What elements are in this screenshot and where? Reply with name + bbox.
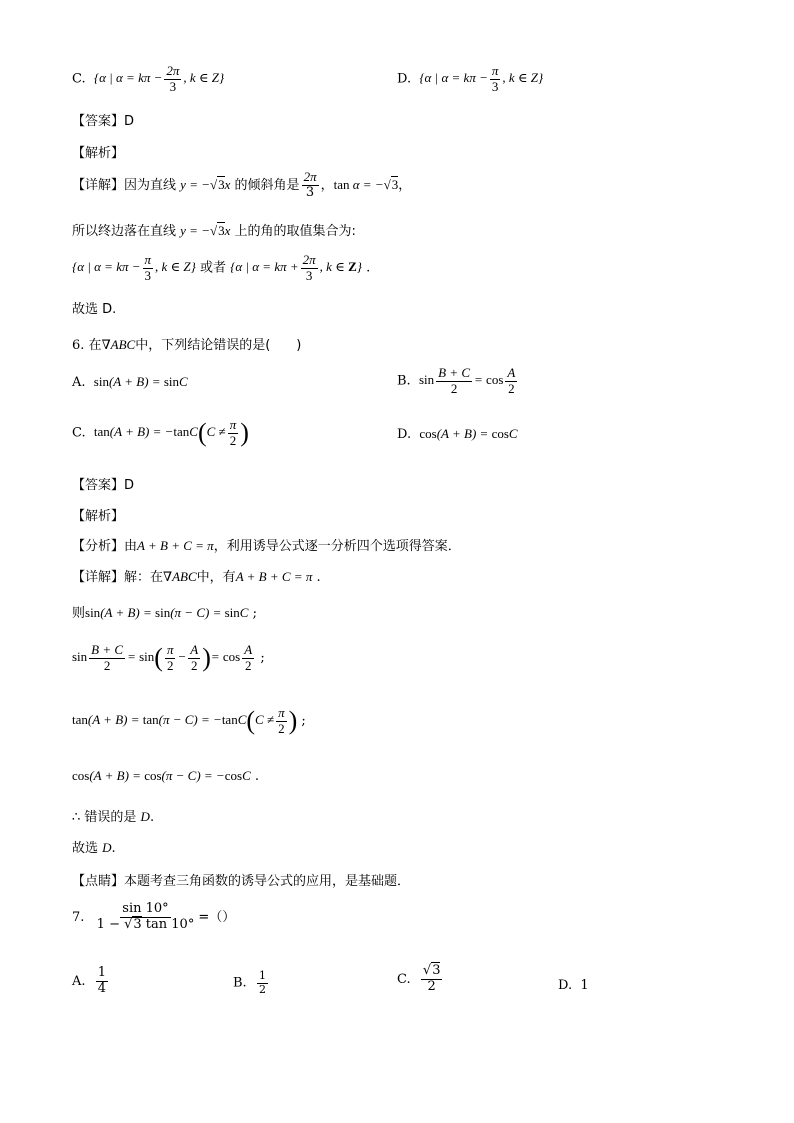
q7-option-b: B. $\frac{1}{2}$ xyxy=(233,969,266,996)
q5-detail: 【详解】因为直线 y = −√3x 的倾斜角是 $\frac{2\pi}{3}$ ，tan α = −√3， xyxy=(72,169,412,200)
q6-step-tan: tan(A + B) = tan(π − C) = −tanC(C ≠ $\frac{\pi}{2}$ ) ; xyxy=(72,705,306,736)
q6-dianjing: 【点睛】本题考查三角函数的诱导公式的应用，是基础题． xyxy=(72,874,411,889)
q5-option-c: C. {α | α = kπ − $\frac{2\pi}{3}$ , k ∈ Z} xyxy=(72,63,225,94)
q5-analysis-tag: 【解析】 xyxy=(72,146,125,161)
q5-line2: 所以终边落在直线 y = −√3x 上的角的取值集合为: xyxy=(72,223,356,239)
q7-option-d: D. 1 xyxy=(558,978,589,993)
q7-stem: 7. $\frac{\sin 10^\circ}{1 - √3 \tan 10^\circ}$ =（） xyxy=(72,901,236,932)
q6-option-a: A. sin(A + B) = sinC xyxy=(72,374,188,390)
q6-therefore: ∴ 错误的是 D. xyxy=(72,809,155,825)
q6-option-c: C. tan(A + B) = −tanC(C ≠ $\frac{\pi}{2}$ ) xyxy=(72,417,249,448)
q7-option-c: C. $\frac{√3}{2}$ xyxy=(397,963,441,994)
q5-option-d: D. {α | α = kπ − $\frac{\pi}{3}$ , k ∈ Z} xyxy=(397,63,544,94)
q6-detail: 【详解】解：在∇ABC中，有A + B + C = π . xyxy=(72,569,321,585)
q5-sets: {α | α = kπ − $\frac{\pi}{3}$ , k ∈ Z} 或者 {α | α = kπ + $\frac{2\pi}{3}$ , k ∈ Z} . xyxy=(72,252,371,283)
q6-analysis-tag: 【解析】 xyxy=(72,509,125,524)
q6-option-d: D. cos(A + B) = cosC xyxy=(397,426,518,442)
q6-option-b: B. sin $\frac{B + C}{2}$ = cos $\frac{A}{2}$ xyxy=(397,365,516,396)
q6-step-sin-half: sin $\frac{B + C}{2}$ = sin( $\frac{\pi}{2}$ − $\frac{A}{2}$ )= cos $\frac{A}{2}$ ; xyxy=(72,642,265,673)
q6-stem: 6. 在∇ABC中，下列结论错误的是( ) xyxy=(72,337,302,353)
q6-step-sin: 则sin(A + B) = sin(π − C) = sinC ; xyxy=(72,605,257,621)
q6-fenxi: 【分析】由A + B + C = π，利用诱导公式逐一分析四个选项得答案． xyxy=(72,538,461,554)
q7-option-a: A. $\frac{1}{4}$ xyxy=(72,965,107,996)
q6-conclusion: 故选 D. xyxy=(72,840,116,856)
q6-answer: 【答案】D xyxy=(72,478,135,493)
q5-conclusion: 故选 D. xyxy=(72,302,117,317)
q5-answer: 【答案】D xyxy=(72,114,135,129)
q6-step-cos: cos(A + B) = cos(π − C) = −cosC . xyxy=(72,768,259,784)
